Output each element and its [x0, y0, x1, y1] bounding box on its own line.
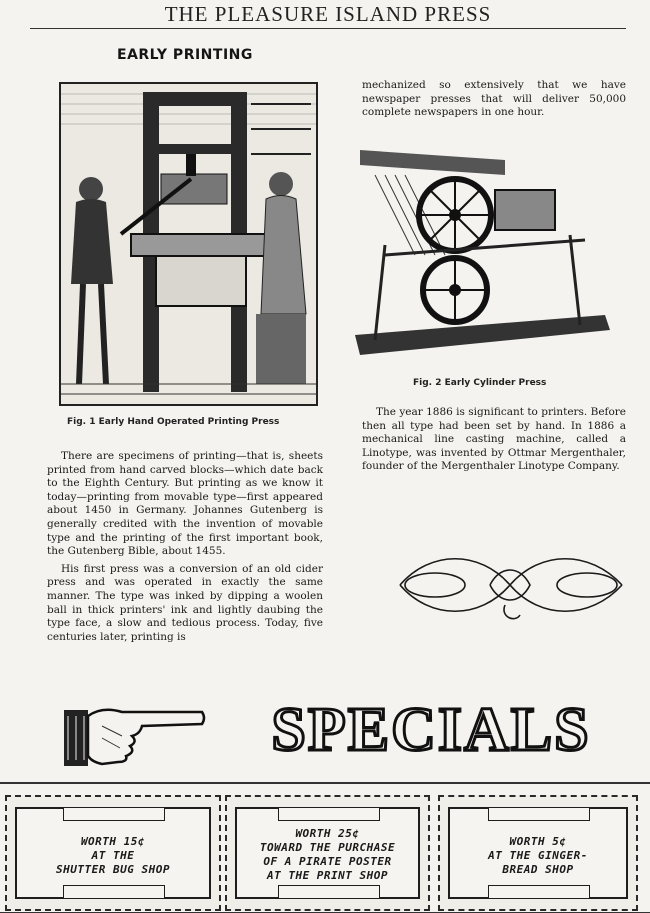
coupon-frame: [15, 807, 211, 899]
figure-2-caption: Fig. 2 Early Cylinder Press: [413, 378, 547, 388]
right-column-continuation: [362, 79, 626, 124]
history-paragraph: There are specimens of printing—that is, sheets printed from hand carved blocks—which date back to the Eighth Century. But printing as we know it today—printing from movable type—first appeared about 1450 in Germany. Johannes Gutenberg is generally credited with the invention of movable type and the printing of the first important book, the Gutenberg Bible, about 1455.: [47, 450, 323, 558]
hand-press-illustration: [59, 82, 318, 406]
coupon-text: WORTH 5¢ AT THE GINGER- BREAD SHOP: [488, 835, 588, 876]
coupon-tab: [63, 807, 165, 821]
section-title: EARLY PRINTING: [117, 47, 253, 63]
linotype-paragraph: The year 1886 is significant to printers. Before then all type had been set by hand. In 1886 a mechanical line casting machine, called a Linotype, was invented by Ottmar Mergenthaler, founder of the Mergenthaler Linotype Company.: [362, 406, 626, 473]
cylinder-press-illustration: [355, 145, 615, 367]
coupon-frame: [448, 807, 628, 899]
right-column-linotype: [362, 406, 626, 478]
coupon-tab: [278, 885, 380, 899]
left-column-article: [47, 450, 323, 648]
specials-title: SPECIALS: [271, 696, 591, 764]
coupon-text: WORTH 25¢ TOWARD THE PURCHASE OF A PIRATE POSTER AT THE PRINT SHOP: [259, 827, 396, 882]
coupon-shutter-bug[interactable]: [5, 795, 221, 911]
coupon-tab: [488, 885, 590, 899]
first-press-paragraph: His first press was a conversion of an old cider press and was operated in exactly the same manner. The type was inked by dipping a woolen ball in thick printers' ink and lightly daubing the type face, a slow and tedious process. Today, five centuries later, printing is: [47, 562, 323, 643]
coupon-gingerbread-shop[interactable]: [438, 795, 638, 911]
figure-1-caption: Fig. 1 Early Hand Operated Printing Press: [67, 417, 280, 427]
pointing-hand-icon: [62, 696, 206, 774]
coupon-tab: [63, 885, 165, 899]
coupon-text: WORTH 15¢ AT THE SHUTTER BUG SHOP: [56, 835, 170, 876]
coupon-frame: [235, 807, 420, 899]
calligraphic-flourish: [390, 545, 632, 627]
specials-heading: [271, 690, 591, 768]
coupon-tab: [278, 807, 380, 821]
continuation-paragraph: mechanized so extensively that we have newspaper presses that will deliver 50,000 complete newspapers in one hour.: [362, 79, 626, 119]
coupon-tab: [488, 807, 590, 821]
masthead: THE PLEASURE ISLAND PRESS: [30, 0, 626, 29]
coupon-print-shop[interactable]: [225, 795, 430, 911]
